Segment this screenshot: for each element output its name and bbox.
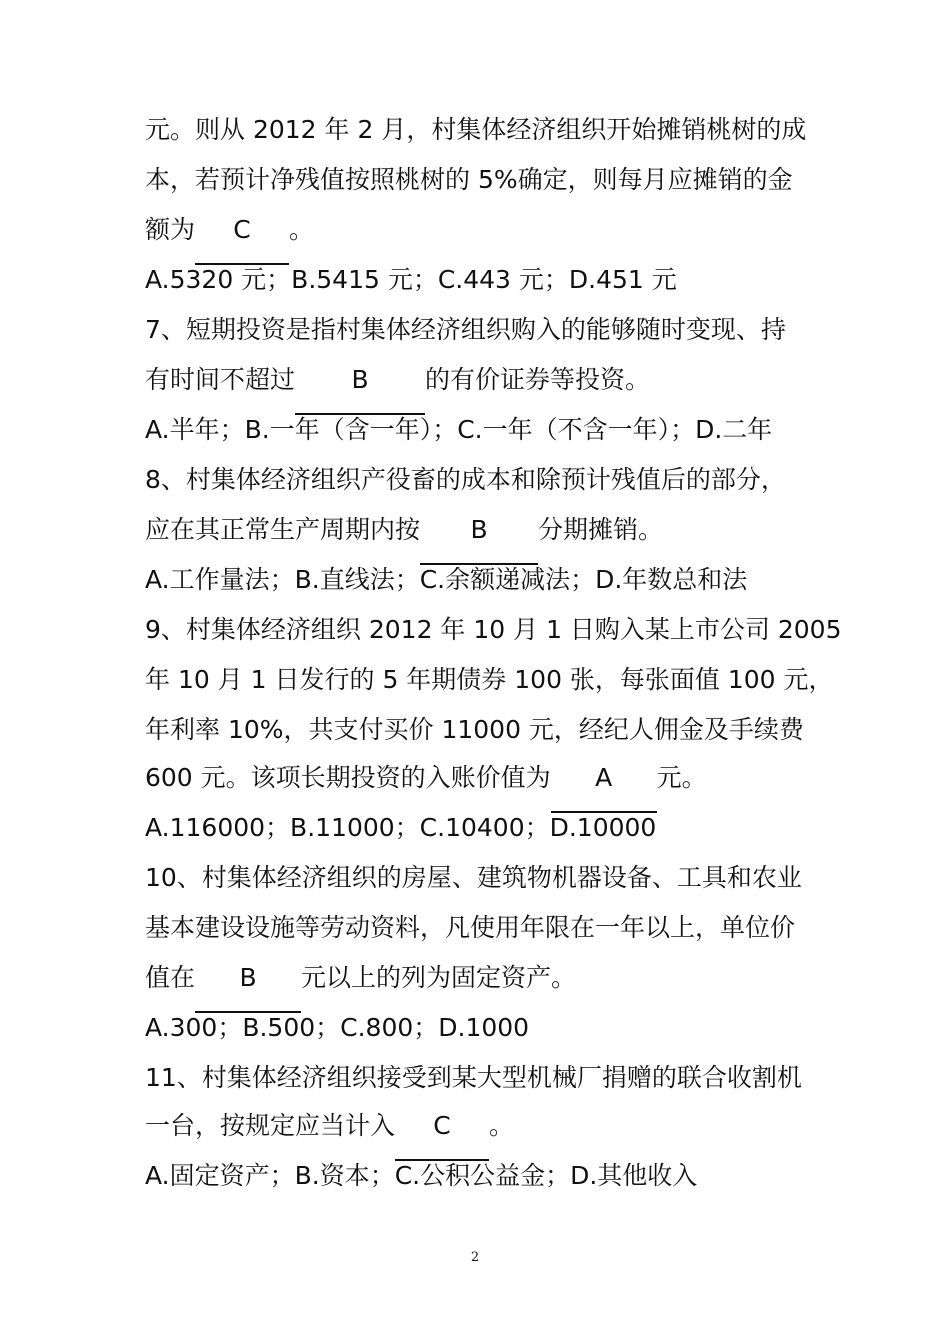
- text-fragment: 的有价证券等投资。: [425, 365, 651, 394]
- question-line-with-blank: [145, 515, 663, 545]
- text-fragment: 有时间不超过: [145, 365, 296, 394]
- question-text: 10、村集体经济组织的房屋、建筑物机器设备、工具和农业: [145, 863, 802, 892]
- answer-blank: B: [195, 981, 301, 1013]
- question-line-with-blank: [145, 963, 576, 993]
- text-line: 本，若预计净残值按照桃树的 5%确定，则每月应摊销的金: [145, 165, 793, 194]
- question-text: 基本建设设施等劳动资料，凡使用年限在一年以上，单位价: [145, 913, 796, 942]
- text-fragment: 600 元。该项长期投资的入账价值为: [145, 763, 551, 792]
- text-fragment: 元。: [656, 763, 707, 792]
- answer-options: A.固定资产；B.资本；C.公积公益金；D.其他收入: [145, 1161, 698, 1190]
- answer-blank: C: [395, 1129, 489, 1161]
- question-line-with-blank: [145, 365, 650, 395]
- page-number: 2: [470, 1250, 480, 1265]
- text-fragment: 一台，按规定应当计入: [145, 1111, 396, 1140]
- text-fragment: 。: [489, 1111, 515, 1140]
- answer-blank: B: [295, 383, 425, 415]
- question-line-with-blank: [145, 1111, 514, 1141]
- text-fragment: 应在其正常生产周期内按: [145, 515, 421, 544]
- text-fragment: 。: [289, 215, 315, 244]
- text-fragment: 值在: [145, 963, 196, 992]
- text-fragment: 分期摊销。: [538, 515, 664, 544]
- question-text: 11、村集体经济组织接受到某大型机械厂捐赠的联合收割机: [145, 1063, 802, 1092]
- question-text: 年 10 月 1 日发行的 5 年期债券 100 张，每张面值 100 元，: [145, 665, 834, 694]
- text-fragment: 额为: [145, 215, 196, 244]
- text-fragment: 元以上的列为固定资产。: [301, 963, 577, 992]
- answer-options: A.300；B.500；C.800；D.1000: [145, 1013, 530, 1042]
- question-line-with-blank: [145, 763, 707, 793]
- question-text: 8、村集体经济组织产役畜的成本和除预计残值后的部分，: [145, 465, 786, 494]
- answer-options: A.工作量法；B.直线法；C.余额递减法；D.年数总和法: [145, 565, 748, 594]
- answer-options: A.116000；B.11000；C.10400；D.10000: [145, 813, 657, 842]
- answer-blank: A: [551, 781, 657, 813]
- answer-blank: B: [420, 533, 538, 565]
- answer-blank: C: [195, 233, 289, 265]
- question-text: 9、村集体经济组织 2012 年 10 月 1 日购入某上市公司 2005: [145, 615, 842, 644]
- question-line-with-blank: [145, 215, 314, 245]
- answer-options: A.半年；B.一年（含一年）；C.一年（不含一年）；D.二年: [145, 415, 773, 444]
- question-text: 年利率 10%，共支付买价 11000 元，经纪人佣金及手续费: [145, 715, 804, 744]
- text-line: 元。则从 2012 年 2 月，村集体经济组织开始摊销桃树的成: [145, 115, 807, 144]
- question-text: 7、短期投资是指村集体经济组织购入的能够随时变现、持: [145, 315, 786, 344]
- answer-options: A.5320 元；B.5415 元；C.443 元；D.451 元: [145, 265, 677, 294]
